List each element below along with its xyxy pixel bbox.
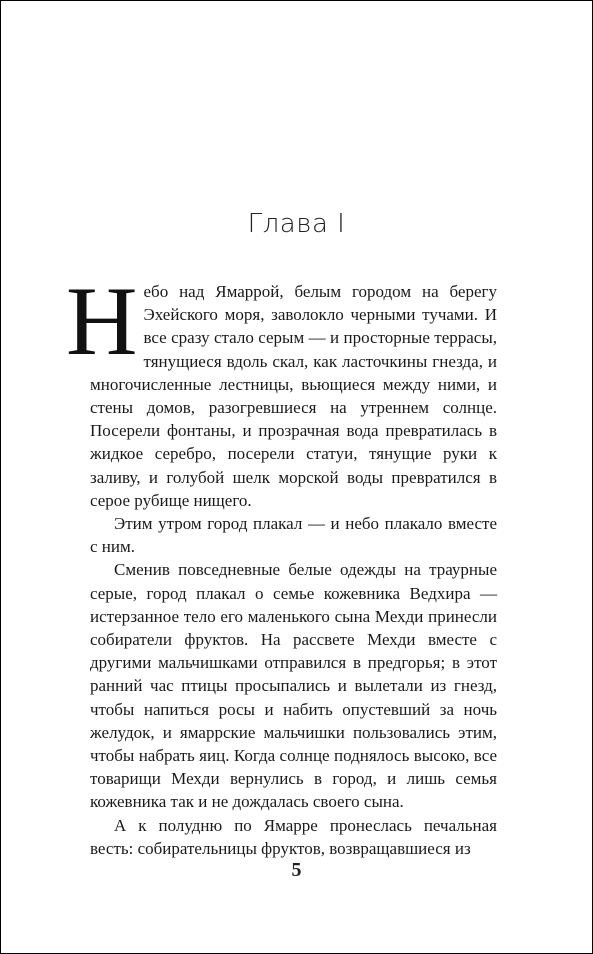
paragraph-1 — [66, 267, 497, 512]
drop-cap: Н — [66, 267, 138, 376]
paragraph-4: А к полудню по Ямарре пронеслась печальная весть: собирательницы фруктов, возвращавшиеся из — [90, 815, 497, 858]
paragraph-1-text: ебо над Ямаррой, белым городом на берегу Эхейского моря, заволокло черными тучами. И все сразу стало серым — и просторные террасы, тянущиеся вдоль скал, как ласточкины гнезда, и многочисленные лестницы, вьющиеся между ними, и стены домов, разогревшиеся на утреннем солнце. Посерели фонтаны, и прозрачная вода превратилась в жидкое серебро, посерели статуи, тянущие руки к заливу, и голубой шелк морской воды превратился в серое рубище нищего. — [90, 282, 497, 510]
chapter-title: Глава I — [247, 209, 346, 239]
page-number: 5 — [291, 859, 302, 881]
paragraph-2: Этим утром город плакал — и небо плакало вместе с ним. — [90, 514, 497, 557]
paragraph-3: Сменив повседневные белые одежды на траурные серые, город плакал о семье кожевника Ведхира — истерзанное тело его маленького сына Мехди принесли собиратели фруктов. На рассвете Мехди вместе с другими мальчишками отправился в предгорья; в этот ранний час птицы просыпались и вылетали из гнезд, чтобы напиться росы и набить опустевший за ночь желудок, и ямаррские мальчишки пользовались этим, чтобы набрать яиц. Когда солнце поднялось высоко, все товарищи Мехди вернулись в город, и лишь семья кожевника так и не дождалась своего сына. — [90, 560, 497, 812]
chapter-text — [66, 267, 497, 860]
